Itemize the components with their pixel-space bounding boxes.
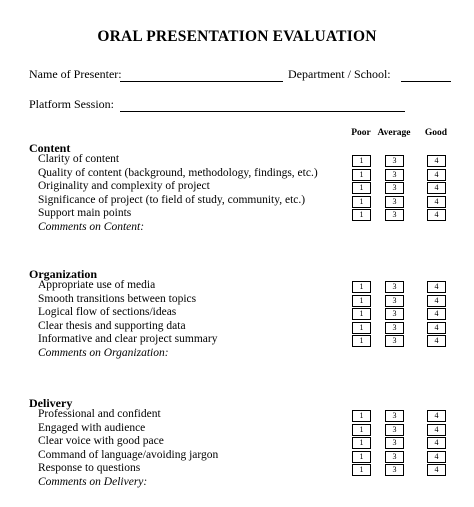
- rating-box-average[interactable]: 3: [385, 322, 404, 334]
- rating-box-poor[interactable]: 1: [352, 182, 371, 194]
- criterion-label: Response to questions: [38, 462, 141, 474]
- rating-box-poor[interactable]: 1: [352, 335, 371, 347]
- rating-box-good[interactable]: 4: [427, 182, 446, 194]
- rating-box-poor[interactable]: 1: [352, 437, 371, 449]
- rating-box-good[interactable]: 4: [427, 464, 446, 476]
- rating-box-good[interactable]: 4: [427, 281, 446, 293]
- criterion-label: Professional and confident: [38, 408, 161, 420]
- rating-box-poor[interactable]: 1: [352, 169, 371, 181]
- criterion-label: Logical flow of sections/ideas: [38, 306, 177, 318]
- rating-box-good[interactable]: 4: [427, 295, 446, 307]
- rating-box-average[interactable]: 3: [385, 308, 404, 320]
- rating-box-average[interactable]: 3: [385, 182, 404, 194]
- rating-box-average[interactable]: 3: [385, 451, 404, 463]
- rating-box-good[interactable]: 4: [427, 322, 446, 334]
- criterion-label: Appropriate use of media: [38, 279, 156, 291]
- rating-box-poor[interactable]: 1: [352, 295, 371, 307]
- rating-box-good[interactable]: 4: [427, 196, 446, 208]
- page-title: ORAL PRESENTATION EVALUATION: [97, 28, 377, 45]
- criterion-label: Command of language/avoiding jargon: [38, 448, 219, 461]
- criterion-label: Smooth transitions between topics: [38, 292, 197, 305]
- criterion-label: Informative and clear project summary: [38, 333, 218, 345]
- rating-box-good[interactable]: 4: [427, 437, 446, 449]
- presenter-field[interactable]: [120, 81, 283, 82]
- department-field[interactable]: [401, 81, 451, 82]
- rating-box-good[interactable]: 4: [427, 169, 446, 181]
- department-label: Department / School:: [288, 67, 391, 81]
- rating-box-average[interactable]: 3: [385, 437, 404, 449]
- rating-box-poor[interactable]: 1: [352, 281, 371, 293]
- rating-box-average[interactable]: 3: [385, 209, 404, 221]
- criterion-label: Clarity of content: [38, 153, 120, 165]
- rating-box-poor[interactable]: 1: [352, 308, 371, 320]
- section-title: Organization: [29, 267, 97, 281]
- column-header-poor: Poor: [351, 128, 371, 138]
- rating-box-good[interactable]: 4: [427, 209, 446, 221]
- section-title: Content: [29, 141, 71, 155]
- rating-box-good[interactable]: 4: [427, 424, 446, 436]
- rating-box-average[interactable]: 3: [385, 295, 404, 307]
- rating-box-poor[interactable]: 1: [352, 451, 371, 463]
- rating-box-poor[interactable]: 1: [352, 196, 371, 208]
- comments-label: Comments on Delivery:: [38, 475, 148, 488]
- rating-box-average[interactable]: 3: [385, 335, 404, 347]
- criterion-label: Support main points: [38, 207, 132, 219]
- rating-box-good[interactable]: 4: [427, 308, 446, 320]
- comments-label: Comments on Content:: [38, 220, 145, 233]
- rating-box-poor[interactable]: 1: [352, 424, 371, 436]
- rating-box-average[interactable]: 3: [385, 169, 404, 181]
- column-header-good: Good: [424, 128, 448, 138]
- rating-box-average[interactable]: 3: [385, 424, 404, 436]
- platform-label: Platform Session:: [29, 97, 115, 111]
- criterion-label: Clear thesis and supporting data: [38, 319, 186, 332]
- rating-box-poor[interactable]: 1: [352, 410, 371, 422]
- section-title: Delivery: [29, 396, 73, 410]
- platform-field[interactable]: [120, 111, 405, 112]
- criterion-label: Significance of project (to field of study, community, etc.): [38, 193, 306, 206]
- rating-box-poor[interactable]: 1: [352, 464, 371, 476]
- criterion-label: Engaged with audience: [38, 421, 146, 434]
- rating-box-poor[interactable]: 1: [352, 155, 371, 167]
- rating-box-average[interactable]: 3: [385, 281, 404, 293]
- rating-box-good[interactable]: 4: [427, 451, 446, 463]
- comments-label: Comments on Organization:: [38, 346, 169, 359]
- rating-box-good[interactable]: 4: [427, 410, 446, 422]
- rating-box-average[interactable]: 3: [385, 155, 404, 167]
- rating-box-poor[interactable]: 1: [352, 209, 371, 221]
- rating-box-average[interactable]: 3: [385, 410, 404, 422]
- criterion-label: Clear voice with good pace: [38, 435, 164, 447]
- rating-box-poor[interactable]: 1: [352, 322, 371, 334]
- rating-box-good[interactable]: 4: [427, 155, 446, 167]
- column-header-average: Average: [377, 128, 411, 138]
- criterion-label: Quality of content (background, methodology, findings, etc.): [38, 166, 318, 179]
- criterion-label: Originality and complexity of project: [38, 180, 210, 192]
- rating-box-good[interactable]: 4: [427, 335, 446, 347]
- rating-box-average[interactable]: 3: [385, 464, 404, 476]
- rating-box-average[interactable]: 3: [385, 196, 404, 208]
- presenter-label: Name of Presenter:: [29, 67, 122, 81]
